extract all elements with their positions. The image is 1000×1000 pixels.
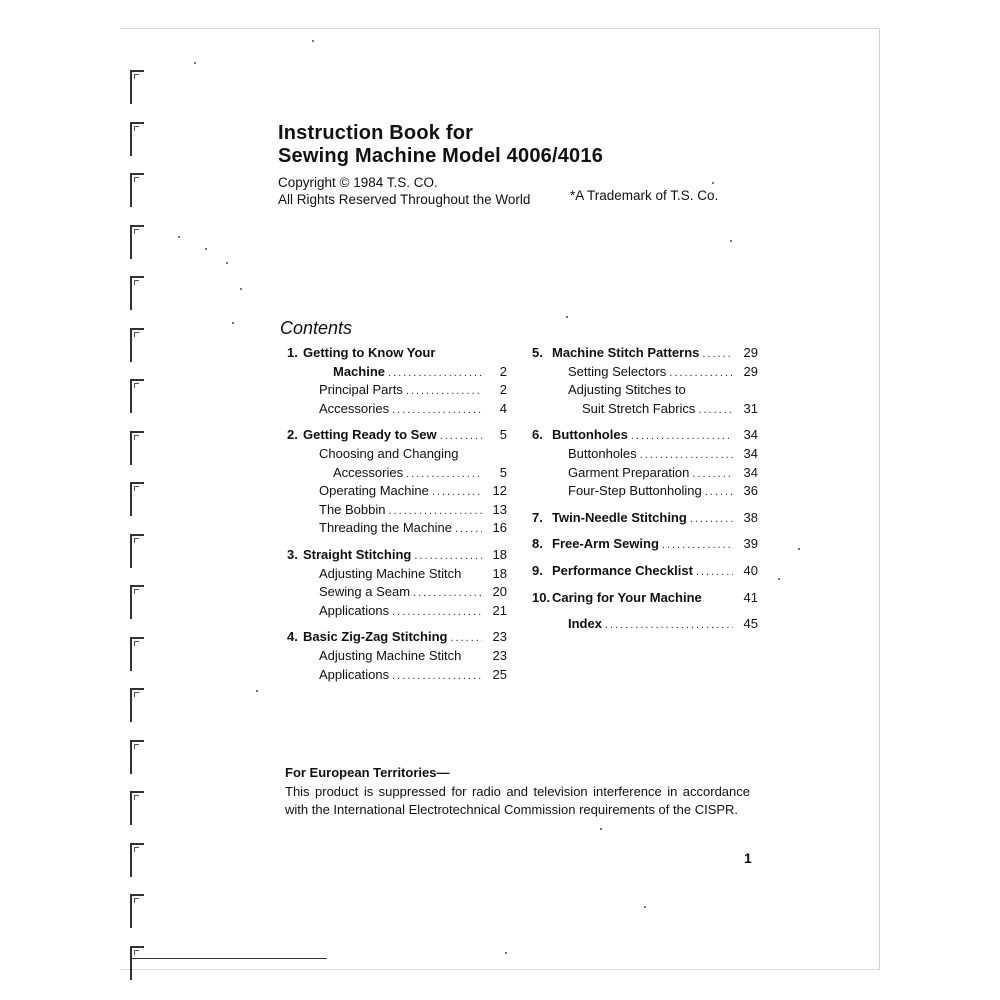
scan-speck <box>600 828 602 830</box>
binding-ring <box>130 328 144 362</box>
contents-entry <box>532 535 758 554</box>
contents-section <box>532 615 758 634</box>
binding-ring <box>130 740 144 774</box>
dot-leader <box>669 364 733 383</box>
scan-speck <box>730 240 732 242</box>
entry-label: Operating Machine <box>319 483 429 499</box>
contents-section <box>287 546 507 620</box>
section-number: 9. <box>532 562 543 578</box>
contents-section <box>532 426 758 500</box>
entry-label: Buttonholes <box>568 445 637 461</box>
contents-entry <box>287 482 507 501</box>
copyright-line: Copyright © 1984 T.S. CO. <box>278 175 438 190</box>
contents-entry <box>532 589 758 608</box>
contents-entry <box>287 628 507 647</box>
entry-label: Twin-Needle Stitching <box>552 509 687 525</box>
binding-ring <box>130 379 144 413</box>
contents-section <box>287 426 507 538</box>
scan-speck <box>798 548 800 550</box>
binding-ring <box>130 482 144 516</box>
entry-page: 34 <box>743 427 758 443</box>
dot-leader <box>413 584 482 603</box>
entry-page: 2 <box>499 382 507 398</box>
dot-leader <box>406 465 482 484</box>
contents-entry <box>287 583 507 602</box>
entry-page: 39 <box>743 536 758 552</box>
binding-ring <box>130 122 144 156</box>
entry-page: 5 <box>499 427 507 443</box>
entry-label: Machine <box>333 363 386 379</box>
section-number: 5. <box>532 345 543 360</box>
dot-leader <box>692 465 733 484</box>
binding-ring <box>130 688 144 722</box>
entry-page: 18 <box>492 546 507 562</box>
entry-label: Getting Ready to Sew <box>303 427 437 443</box>
contents-column-right <box>532 344 758 642</box>
contents-entry <box>287 565 507 584</box>
binding-ring <box>130 534 144 568</box>
scan-speck <box>194 62 196 64</box>
contents-section <box>532 509 758 528</box>
section-number: 3. <box>287 546 298 562</box>
contents-entry <box>532 562 758 581</box>
document-title <box>278 122 603 168</box>
binding-ring <box>130 637 144 671</box>
contents-entry <box>287 400 507 419</box>
title-line-2: Sewing Machine Model 4006/4016 <box>278 145 604 167</box>
entry-label: Index <box>568 616 602 632</box>
scan-speck <box>312 40 314 42</box>
entry-label: Sewing a Seam <box>319 584 411 600</box>
european-body: This product is suppressed for radio and television interference in accordance with the International Electrotechnical Commission requirements of the CISPR. <box>285 783 750 817</box>
contents-heading: Contents <box>280 318 353 338</box>
european-heading: For European Territories— <box>285 765 450 780</box>
rights-line: All Rights Reserved Throughout the World <box>278 192 531 207</box>
scan-speck <box>712 182 714 184</box>
dot-leader <box>432 483 482 502</box>
entry-label: Applications <box>319 666 390 682</box>
section-number: 8. <box>532 536 543 552</box>
scan-speck <box>256 690 258 692</box>
binding-ring <box>130 70 144 104</box>
section-number: 6. <box>532 427 543 443</box>
entry-page: 31 <box>743 400 758 416</box>
dot-leader <box>392 667 482 686</box>
entry-page: 29 <box>743 345 758 360</box>
scan-speck <box>644 906 646 908</box>
entry-page: 34 <box>743 445 758 461</box>
dot-leader <box>698 401 733 420</box>
entry-page: 38 <box>743 509 758 525</box>
entry-page: 5 <box>499 464 507 480</box>
entry-page: 2 <box>499 363 507 379</box>
entry-label: Caring for Your Machine <box>552 589 702 605</box>
contents-section <box>287 344 507 418</box>
contents-entry <box>287 445 507 464</box>
contents-entry <box>287 363 507 382</box>
entry-page: 13 <box>492 501 507 517</box>
section-number: 7. <box>532 509 543 525</box>
entry-label: Accessories <box>319 400 390 416</box>
binding-ring <box>130 173 144 207</box>
section-number: 1. <box>287 345 298 360</box>
contents-entry <box>532 482 758 501</box>
contents-entry <box>532 426 758 445</box>
entry-page: 4 <box>499 400 507 416</box>
section-number: 10. <box>532 589 551 605</box>
entry-page: 34 <box>743 464 758 480</box>
entry-label: Applications <box>319 602 390 618</box>
european-notice <box>285 764 750 820</box>
contents-entry <box>287 344 507 363</box>
scan-speck <box>240 288 242 290</box>
entry-page: 29 <box>743 363 758 379</box>
dot-leader <box>640 446 733 465</box>
contents-entry <box>287 546 507 565</box>
dot-leader <box>392 401 482 420</box>
dot-leader <box>450 629 482 648</box>
spiral-binding <box>126 30 146 970</box>
entry-label: Accessories <box>333 464 404 480</box>
section-number: 2. <box>287 427 298 443</box>
dot-leader <box>388 364 482 383</box>
entry-label: Machine Stitch Patterns <box>552 345 700 360</box>
scan-speck <box>232 322 234 324</box>
entry-page: 12 <box>492 483 507 499</box>
contents-entry <box>532 464 758 483</box>
entry-label: Principal Parts <box>319 382 403 398</box>
binding-ring <box>130 894 144 928</box>
contents-section <box>532 562 758 581</box>
entry-page: 23 <box>492 647 507 663</box>
contents-entry <box>532 381 758 400</box>
dot-leader <box>662 536 733 555</box>
entry-label: Four-Step Buttonholing <box>568 483 702 499</box>
dot-leader <box>696 563 733 582</box>
entry-label: Free-Arm Sewing <box>552 536 659 552</box>
entry-label: Threading the Machine <box>319 520 452 536</box>
contents-section <box>287 628 507 684</box>
entry-label: Garment Preparation <box>568 464 690 480</box>
contents-entry <box>287 426 507 445</box>
dot-leader <box>690 510 733 529</box>
binding-ring <box>130 843 144 877</box>
scan-speck <box>178 236 180 238</box>
scan-speck <box>205 248 207 250</box>
binding-ring <box>130 585 144 619</box>
entry-page: 45 <box>743 616 758 632</box>
contents-entry <box>287 647 507 666</box>
entry-label: Adjusting Stitches to <box>568 382 686 398</box>
title-line-1: Instruction Book for <box>278 122 474 144</box>
dot-leader <box>406 382 482 401</box>
scan-speck <box>566 316 568 318</box>
binding-ring <box>130 946 144 980</box>
binding-ring <box>130 276 144 310</box>
entry-page: 41 <box>743 589 758 605</box>
entry-page: 16 <box>492 520 507 536</box>
entry-page: 36 <box>743 483 758 499</box>
dot-leader <box>455 520 482 539</box>
contents-entry <box>287 666 507 685</box>
contents-section <box>532 535 758 554</box>
dot-leader <box>414 547 482 566</box>
contents-entry <box>532 344 758 363</box>
dot-leader <box>705 483 733 502</box>
scan-speck <box>226 262 228 264</box>
trademark-note: *A Trademark of T.S. Co. <box>570 188 719 203</box>
contents-column-left <box>287 344 507 692</box>
entry-label: Performance Checklist <box>552 562 693 578</box>
entry-label: Basic Zig-Zag Stitching <box>303 629 448 645</box>
entry-label: Adjusting Machine Stitch <box>319 565 462 581</box>
contents-entry <box>532 509 758 528</box>
entry-label: Setting Selectors <box>568 363 667 379</box>
entry-page: 21 <box>492 602 507 618</box>
contents-entry <box>532 445 758 464</box>
dot-leader <box>440 427 482 446</box>
contents-entry <box>532 400 758 419</box>
contents-entry <box>532 363 758 382</box>
bottom-edge-line <box>132 958 327 959</box>
scan-speck <box>505 952 507 954</box>
dot-leader <box>702 345 733 364</box>
binding-ring <box>130 431 144 465</box>
entry-page: 20 <box>492 584 507 600</box>
entry-page: 40 <box>743 562 758 578</box>
entry-label: Choosing and Changing <box>319 445 459 461</box>
contents-entry <box>287 501 507 520</box>
contents-section <box>532 589 758 608</box>
page-number: 1 <box>744 850 752 866</box>
contents-entry <box>532 615 758 634</box>
contents-entry <box>287 519 507 538</box>
dot-leader <box>389 502 483 521</box>
entry-page: 18 <box>492 565 507 581</box>
dot-leader <box>392 603 482 622</box>
dot-leader <box>631 427 733 446</box>
contents-entry <box>287 602 507 621</box>
entry-label: Getting to Know Your <box>303 345 436 360</box>
contents-entry <box>287 464 507 483</box>
contents-section <box>532 344 758 418</box>
entry-label: Straight Stitching <box>303 546 412 562</box>
binding-ring <box>130 791 144 825</box>
entry-label: Suit Stretch Fabrics <box>582 400 696 416</box>
copyright-block <box>278 174 530 208</box>
scan-speck <box>778 578 780 580</box>
entry-page: 23 <box>492 629 507 645</box>
entry-page: 25 <box>492 666 507 682</box>
entry-label: The Bobbin <box>319 501 386 517</box>
binding-ring <box>130 225 144 259</box>
contents-entry <box>287 381 507 400</box>
entry-label: Buttonholes <box>552 427 628 443</box>
entry-label: Adjusting Machine Stitch <box>319 647 462 663</box>
section-number: 4. <box>287 629 298 645</box>
dot-leader <box>605 616 733 635</box>
